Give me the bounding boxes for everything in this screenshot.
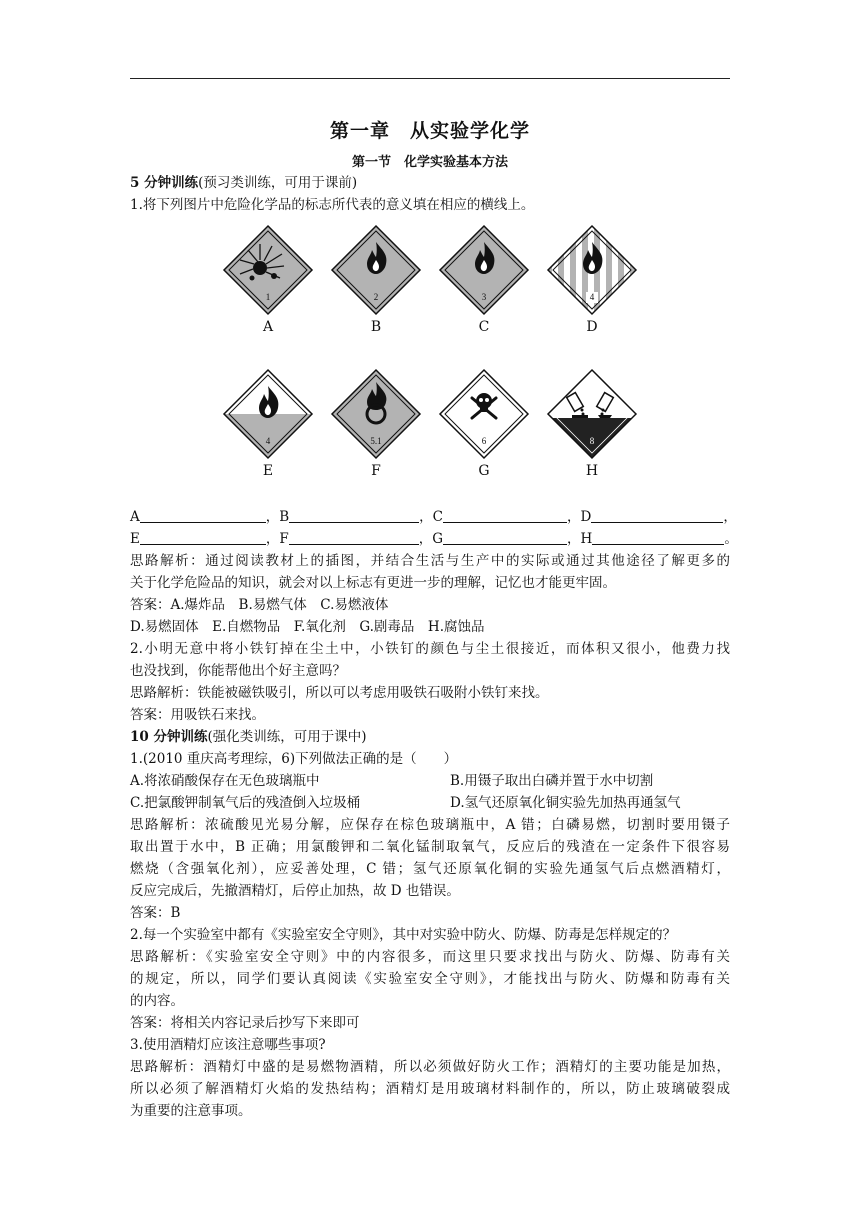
part1-heading-note: (预习类训练，可用于课前) <box>198 175 358 191</box>
flame-icon <box>330 224 422 316</box>
flame-icon <box>222 368 314 460</box>
answer-blank-b[interactable] <box>289 508 419 523</box>
svg-text:4: 4 <box>589 292 595 302</box>
part2-q3-analysis: 思路解析：酒精灯中盛的是易燃物酒精，所以必须做好防火工作；酒精灯的主要功能是加热， <box>130 1059 730 1075</box>
answer-blank-h[interactable] <box>592 530 724 545</box>
option-d: D.氢气还原氧化铜实验先加热再通氢气 <box>450 795 681 811</box>
answer-blank-c[interactable] <box>443 508 567 523</box>
svg-text:4: 4 <box>265 436 271 446</box>
sign-letter: H <box>585 463 599 479</box>
part2-heading-line <box>130 726 730 748</box>
answer-blank-e[interactable] <box>140 530 266 545</box>
svg-text:1: 1 <box>265 292 271 302</box>
svg-text:6: 6 <box>481 436 487 446</box>
part1-q1: 1.将下列图片中危险化学品的标志所代表的意义填在相应的横线上。 <box>130 197 535 213</box>
option-a: A.将浓硝酸保存在无色玻璃瓶中 <box>130 773 320 789</box>
part2-q2: 2.每一个实验室中都有《实验室安全守则》，其中对实验中防火、防爆、防毒是怎样规定的？ <box>130 927 677 943</box>
blank-label-h: H <box>580 531 593 547</box>
hazard-sign-a <box>222 224 314 336</box>
sign-letter: B <box>370 319 382 335</box>
blank-line-2: E ，F ，G ，H 。 <box>130 531 738 547</box>
flame-icon <box>438 224 530 316</box>
answer-blank-a[interactable] <box>140 508 266 523</box>
blank-line-1: A ，B ，C ，D ， <box>130 509 737 525</box>
svg-text:8: 8 <box>589 436 595 446</box>
part2-q2-analysis: 的内容。 <box>130 993 184 1009</box>
header-rule <box>130 78 730 79</box>
hazard-sign-f <box>330 368 422 480</box>
hazard-sign-e <box>222 368 314 480</box>
hazard-sign-b <box>330 224 422 336</box>
part2-q3-analysis: 所以必须了解酒精灯火焰的发热结构；酒精灯是用玻璃材料制作的，所以，防止玻璃破裂成 <box>130 1081 730 1097</box>
hazard-sign-g <box>438 368 530 480</box>
sign-letter: G <box>478 463 490 479</box>
part1-q2-analysis: 思路解析：铁能被磁铁吸引，所以可以考虑用吸铁石吸附小铁钉来找。 <box>130 685 549 701</box>
answer-blank-d[interactable] <box>591 508 723 523</box>
blank-label-g: G <box>432 531 444 547</box>
part1-q1-answer: 答案：A.爆炸品 B.易燃气体 C.易燃液体 <box>130 597 389 613</box>
blank-label-e: E <box>130 531 140 547</box>
blank-label-c: C <box>432 509 444 525</box>
flame-over-circle-icon <box>330 368 422 460</box>
chapter-title: 第一章 从实验学化学 <box>329 120 530 142</box>
flame-icon <box>546 224 638 316</box>
part1-q2: 也没找到，你能帮他出个好主意吗？ <box>130 663 346 679</box>
hazard-sign-d <box>546 224 638 336</box>
answer-blank-g[interactable] <box>443 530 567 545</box>
sign-letter: D <box>586 319 598 335</box>
option-b: B.用镊子取出白磷并置于水中切割 <box>450 773 654 789</box>
skull-crossbones-icon <box>438 368 530 460</box>
part1-q1-analysis: 思路解析：通过阅读教材上的插图，并结合生活与生产中的实际或通过其他途径了解更多的 <box>130 553 730 569</box>
blank-label-b: B <box>279 509 290 525</box>
part1-q1-analysis: 关于化学危险品的知识，就会对以上标志有更进一步的理解，记忆也才能更牢固。 <box>130 575 616 591</box>
sign-letter: A <box>262 319 274 335</box>
sign-letter: F <box>371 463 381 479</box>
hazard-sign-c <box>438 224 530 336</box>
part2-q2-answer: 答案：将相关内容记录后抄写下来即可 <box>130 1015 360 1031</box>
svg-text:3: 3 <box>481 292 487 302</box>
document-body <box>130 172 738 1122</box>
svg-text:5.1: 5.1 <box>370 436 382 446</box>
sign-letter: E <box>262 463 274 479</box>
part2-q2-analysis: 思路解析：《实验室安全守则》中的内容很多，而这里只要求找出与防火、防爆、防毒有关 <box>130 949 730 965</box>
sign-letter: C <box>478 319 490 335</box>
part2-heading-note: (强化类训练，可用于课中) <box>207 729 367 745</box>
hazard-sign-h <box>546 368 638 480</box>
part2-q1: 1.(2010 重庆高考理综，6)下列做法正确的是（ ） <box>130 751 458 767</box>
corrosion-icon <box>546 368 638 460</box>
hazard-signs-figure <box>130 216 730 506</box>
part2-q1-options-row <box>130 770 730 792</box>
explosion-icon <box>222 224 314 316</box>
part2-q3-analysis: 为重要的注意事项。 <box>130 1103 252 1119</box>
part1-heading-line <box>130 172 730 194</box>
blank-label-d: D <box>580 509 592 525</box>
part2-heading: 10 分钟训练 <box>130 729 208 745</box>
part2-q1-analysis: 取出置于水中，B 正确；用氯酸钾和二氧化锰制取氧气，反应后的残渣在一定条件下很容易 <box>130 839 730 855</box>
part1-q2: 2.小明无意中将小铁钉掉在尘土中，小铁钉的颜色与尘土很接近，而体积又很小，他费力找 <box>130 641 730 657</box>
part2-q1-answer: 答案：B <box>130 905 181 921</box>
part1-q1-answer: D.易燃固体 E.自燃物品 F.氧化剂 G.剧毒品 H.腐蚀品 <box>130 619 485 635</box>
option-c: C.把氯酸钾制氧气后的残渣倒入垃圾桶 <box>130 795 361 811</box>
part2-q2-analysis: 的规定，所以，同学们要认真阅读《实验室安全守则》，才能找出与防火、防爆和防毒有关 <box>130 971 730 987</box>
blank-label-a: A <box>130 509 140 525</box>
part2-q3: 3.使用酒精灯应该注意哪些事项? <box>130 1037 326 1053</box>
part1-heading: 5 分钟训练 <box>130 175 199 191</box>
part2-q1-options-row <box>130 792 730 814</box>
part2-q1-analysis: 燃烧（含强氧化剂），应妥善处理，C 错；氢气还原氧化铜的实验先通氢气后点燃酒精灯， <box>130 861 730 877</box>
svg-text:2: 2 <box>373 292 379 302</box>
part2-q1-analysis: 思路解析：浓硫酸见光易分解，应保存在棕色玻璃瓶中，A 错；白磷易燃，切割时要用镊子 <box>130 817 730 833</box>
blank-label-f: F <box>279 531 289 547</box>
part2-q1-analysis: 反应完成后，先撤酒精灯，后停止加热，故 D 也错误。 <box>130 883 460 899</box>
answer-blank-f[interactable] <box>289 530 419 545</box>
part1-q2-answer: 答案：用吸铁石来找。 <box>130 707 265 723</box>
section-title: 第一节 化学实验基本方法 <box>351 155 508 170</box>
